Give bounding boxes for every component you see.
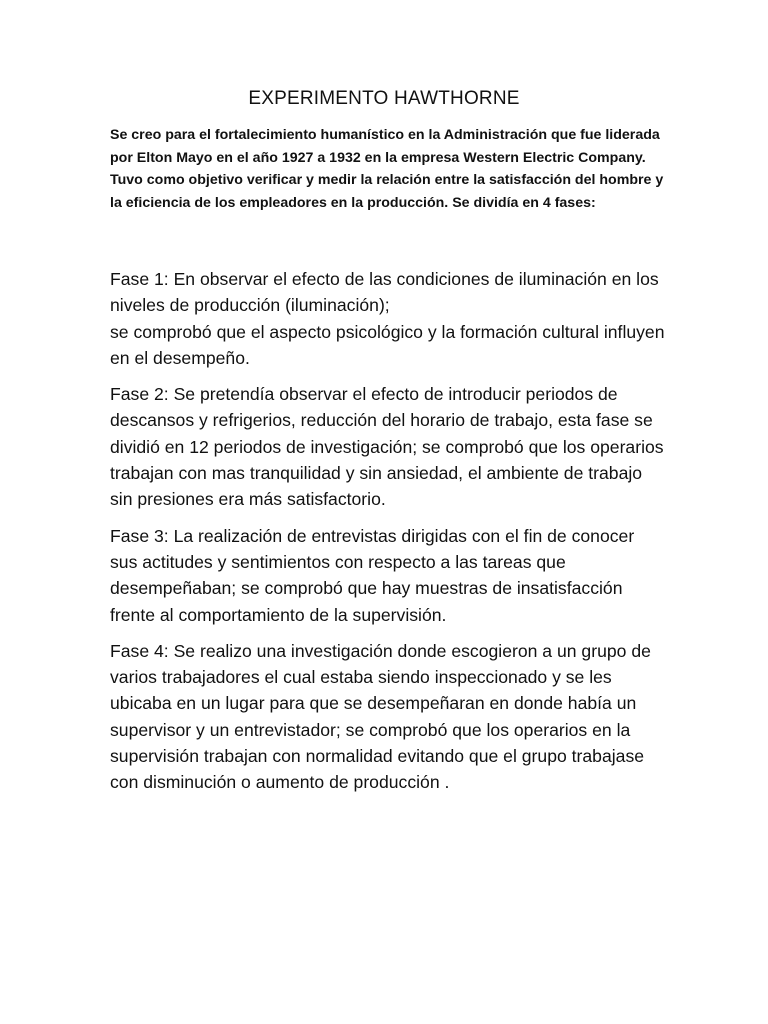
phase-4-paragraph: Fase 4: Se realizo una investigación donde escogieron a un grupo de varios trabajadores el cual estaba siendo inspeccionado y se les ubicaba en un lugar para que se desempeñaran en donde había un supervisor y un entrevistador; se comprobó que los operarios en la supervisión trabajan con normalidad evitando que el grupo trabajase con disminución o aumento de producción . <box>110 640 651 793</box>
intro-paragraph-origin: Se creo para el fortalecimiento humanístico en la Administración que fue liderada por Elton Mayo en el año 1927 a 1932 en la empresa Western Electric Company. <box>110 127 660 166</box>
document-title: EXPERIMENTO HAWTHORNE <box>248 88 520 109</box>
phase-2-paragraph: Fase 2: Se pretendía observar el efecto de introducir periodos de descansos y refrigerios, reducción del horario de trabajo, esta fase se dividió en 12 periodos de investigación; se comprobó que los operarios trabajan con mas tranquilidad y sin ansiedad, el ambiente de trabajo sin presiones era más satisfactorio. <box>110 384 664 510</box>
phases-section <box>110 266 665 806</box>
phase-3-paragraph: Fase 3: La realización de entrevistas dirigidas con el fin de conocer sus actitudes y sentimientos con respecto a las tareas que desempeñaban; se comprobó que hay muestras de insatisfacción frente al comportamiento de la supervisión. <box>110 525 635 625</box>
intro-paragraph-objective: Tuvo como objetivo verificar y medir la relación entre la satisfacción del hombre y la eficiencia de los empleadores en la producción. Se dividía en 4 fases: <box>110 172 664 211</box>
intro-section <box>110 124 670 214</box>
phase-1-paragraph <box>110 266 665 371</box>
phase-1-result: se comprobó que el aspecto psicológico y la formación cultural influyen en el desempeño. <box>110 321 665 368</box>
phase-1-description: Fase 1: En observar el efecto de las condiciones de iluminación en los niveles de producción (iluminación); <box>110 269 659 316</box>
